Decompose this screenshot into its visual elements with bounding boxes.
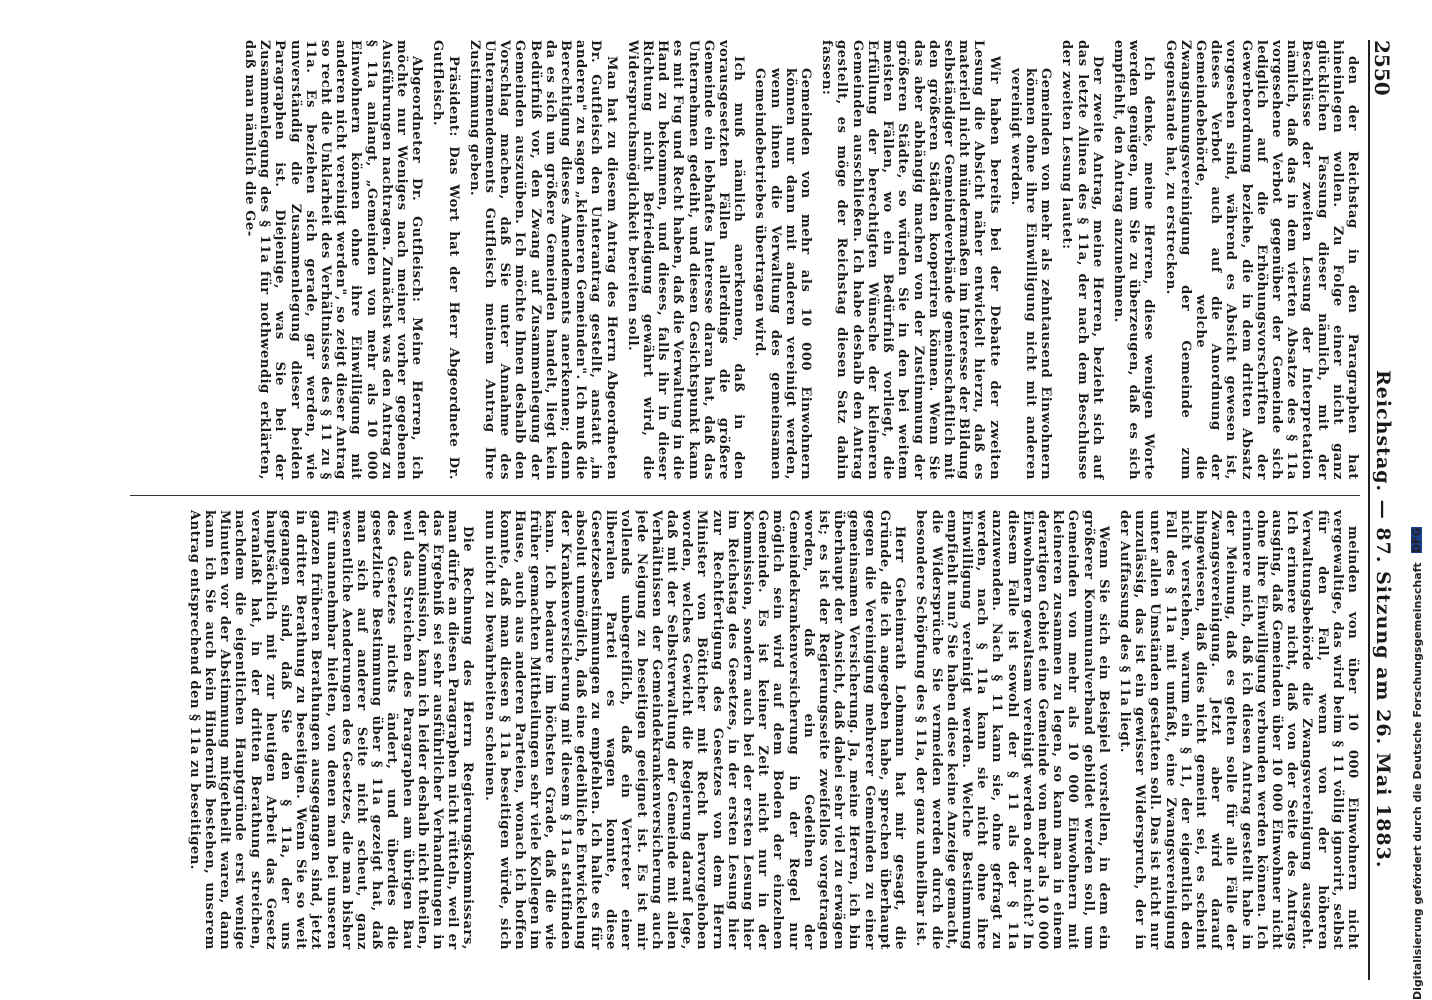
paragraph: Der zweite Antrag, meine Herren, bezieht sich auf das letzte Alinea des § 11a, der nach dem Beschlusse der zweiten Lesung lautet: bbox=[1059, 40, 1105, 480]
paragraph: Abgeordneter Dr. Gutfleisch: Meine Herren, ich möchte nur Weniges nach meiner vorher gegebenen Ausführungen nachtragen. Zunächst was den Antrag zu § 11a anlangt, „Gemeinden von mehr als 10 000 Einwohnern können ohne ihre Einwilligung mit anderen nicht vereinigt werden", so zeigt dieser Antrag so recht die Unklarheit des Verhältnisses des § 11 zu § 11a. Es beziehen sich gerade, gar werden, wie unverständig die Zusammenlegung dieser beiden Paragraphen ist. Diejenige, was Sie bei der Zusammenlegung des § 11a für nothwendig erklärten, daß man nämlich die Ge- bbox=[241, 40, 425, 480]
left-column bbox=[140, 40, 1360, 480]
rotated-page-content bbox=[100, 40, 1400, 980]
paragraph: meinden von über 10 000 Einwohnern nicht vergewaltige, das wird beim § 11 völlig ignorirt, selbst für den Fall, wenn von der höheren Verwaltungsbehörde die Zwangsvereinigung ausgeht. Ich erinnere nicht, daß von der Seite des Antrags ausging, daß Gemeinden über 10 000 Einwohner nicht ohne ihre Einwilligung verbunden werden können. Ich erinnere mich, daß ich diesen Antrag gestellt habe in der Meinung, daß es gelten solle für alle Fälle der Zwangsvereinigung. Jetzt aber wird darauf hingewiesen, daß dies nicht gemeint sei, es scheint nicht verstehen, warum ein § 11, der eigentlich den Fall des § 11a mit umfaßt, eine Zwangsvereinigung unter allen Umständen gestatten soll. Das ist nicht nur unzulässig, das ist ein gewisser Widerspruch, der in der Auffassung des § 11a liegt. bbox=[1116, 510, 1360, 950]
running-title: Reichstag. — 87. Sitzung am 26. Mai 1883. bbox=[1372, 370, 1394, 869]
paragraph: den der Reichstag in den Paragraphen hat hineinlegen wollen. Zu Folge einer nicht ganz glücklichen Fassung dieser nämlich, mit der Beschlüsse der zweiten Lesung der Interpretation nämlich, daß das in dem vierten Absatze des § 11a vorgesehene Verbot gegenüber der Gemeinde sich lediglich auf die Erhöhungsvorschriften der Gewerbeordnung beziehe, die in dem dritten Absatz vorgesehen sind, während es Absicht gewesen ist, dieses Verbot auch auf die Anordnung der Gemeindebehörde, welche die Zwangsinnungsvereinigung der Gemeinde zum Gegenstande hat, zu erstrecken. bbox=[1162, 40, 1360, 480]
paragraph: Wenn Sie sich ein Beispiel vorstellen, in dem ein größerer Kommunalverband gebildet werden soll, um Gemeinden von mehr als 10 000 Einwohnern mit kleineren zusammen zu legen, so kann man in einem derartigen Gebiet eine Gemeinde von mehr als 10 000 Einwohnern gewaltsam vereinigt werden oder nicht? In diesem Falle ist sowohl der § 11 als der § 11a anzuwenden. Nach § 11 kann sie, ohne gefragt zu werden, nach § 11a kann sie nicht ohne ihre Einwilligung vereinigt werden. Welche Bestimmung empfiehlt nun? Sie haben diese keine Anzeige gemacht, die Widersprüche Sie vermeiden werden durch die besondere Schöpfung des § 11a, der ganz unheilbar ist. bbox=[913, 510, 1111, 950]
header-rule bbox=[1368, 40, 1370, 980]
credit-text: Digitalisierung gefördert durch die Deutsche Forschungsgemeinschaft bbox=[1411, 562, 1424, 1000]
right-column bbox=[140, 510, 1360, 950]
column-divider bbox=[130, 495, 1360, 496]
quoted-paragraph: Gemeinden von mehr als zehntausend Einwohnern können ohne ihre Einwilligung nicht mit anderen vereinigt werden. bbox=[1007, 68, 1054, 480]
paragraph: Präsident: Das Wort hat der Herr Abgeordnete Dr. Gutfleisch. bbox=[430, 40, 461, 480]
paragraph: Herr Geheimrath Lohmann hat mir gesagt, die Gründe, die ich angegeben habe, sprechen überhaupt gegen die Vereinigung mehrerer Gemeinden zu einer gemeinsamen Versicherung. Ja, meine Herren, ich bin überhaupt der Ansicht, daß dabei sehr viel zu erwägen ist; es ist der Regierungsseite zweifellos vorgetragen worden, daß ein Gedeihen der Gemeindekrankenversicherung in der Regel nur möglich sein wird auf dem Boden der einzelnen Gemeinde. Es ist keiner Zeit nicht nur in der Kommission, sondern auch bei der ersten Lesung hier im Reichstag des Gesetzes, in der ersten Lesung hier zur Rechtfertigung des Gesetzes von dem Herrn Minister von Bötticher mit Recht hervorgehoben worden, welches Gewicht die Regierung darauf lege, daß mit der Selbstverwaltung der Gemeinde mit allen Verhältnissen der Gemeindekrankenversicherung auch jede Neigung zu beseitigen geeignet ist. Es ist mir vollends unbegreiflich, daß ein Vertreter einer liberalen Partei es wagen konnte, diese Gesetzesbestimmungen zu empfehlen. Ich halte es für absolut unmöglich, daß eine gedeihliche Entwickelung der Krankenversicherung mit diesem § 11a stattfinden kann. Ich bedaure im höchsten Grade, daß die wie früher gemachten Mittheilungen sehr viele Kollegen im Hause, auch aus anderen Parteien, wonach ich hoffen konnte, daß man diesen § 11a beseitigen würde, sich nun nicht zu bewahrheiten scheinen. bbox=[481, 510, 908, 950]
quoted-paragraph: Gemeinden von mehr als 10 000 Einwohnern können nur dann mit anderen vereinigt werden, wenn ihnen die Verwaltung des gemeinsamen Gemeindebetriebes übertragen wird. bbox=[752, 68, 814, 480]
digitization-credit bbox=[1406, 440, 1426, 1000]
paragraph: Ich muß nämlich anerkennen, daß in den vorausgesetzten Fällen allerdings die größere Gemeinde ein lebhaftes Interesse daran hat, daß das Unternehmen gedeiht, und diesen Gesichtspunkt kann es mit Fug und Recht haben, daß die Verwaltung in die Hand zu bekommen, und dieses, falls ihr in dieser Richtung nicht Befriedigung gewährt wird, die Widerspruchsmöglichkeit bereiten soll. bbox=[624, 40, 747, 480]
paragraph: Man hat zu diesem Antrag des Herrn Abgeordneten Dr. Gutfleisch den Unterantrag gestellt, anstatt „in anderen" zu sagen „kleineren Gemeinden". Ich muß die Berechtigung dieses Amendements anerkennen; denn da es sich um größere Gemeinden handelt, liegt kein Bedürfniß vor, den Zwang auf Zusammenlegung der Gemeinden auszuüben. Ich möchte Ihnen deshalb den Vorschlag machen, daß Sie unter Annahme des Unteramendements Gutfleisch meinem Antrag Ihre Zustimmung geben. bbox=[466, 40, 619, 480]
paragraph: Die Rechnung des Herrn Regierungskommissars, man dürfe an diesen Paragraphen nicht rütteln, weil er das Ergebniß sei sehr ausführlicher Verhandlungen in der Kommission, kann ich leider deshalb nicht theilen, weil das Streichen des Paragraphen am übrigen Bau des Gesetzes nichts ändert, und überdies die gesetzliche Bestimmung über § 11a gezeigt hat, daß man sich auf anderer Seite nicht scheut, ganz wesentliche Aenderungen des Gesetzes, die man bisher für unannehmbar hielten, von denen man bei unseren ganzen früheren Berathungen ausgegangen sind, jetzt in dritter Berathung zu beseitigen. Wenn Sie so weit gegangen sind, daß Sie den § 11a, der uns hauptsächlich mit zur heutigen Arbeit das Gesetz veranlaßt hat, in der dritten Berathung streichen, nachdem die eigentlichen Hauptgründe erst wenige Minuten vor der Abstimmung mitgetheilt waren, dann kann ich Sie auch kein Hinderniß bestehen, unserem Antrag entsprechend den § 11a zu beseitigen. bbox=[186, 510, 476, 950]
page-number: 2550 bbox=[1370, 40, 1394, 96]
dfg-logo: DFG bbox=[1410, 527, 1423, 554]
page-header bbox=[1372, 40, 1394, 980]
paragraph: Wir haben bereits bei der Debatte der zweiten Lesung die Absicht näher entwickelt hierzu, daß es materiell nicht mündermaßen im Interesse der Bildung selbständiger Gemeindeverbände gemeinschaftlich mit den größeren Städten kooperiren können. Wenn Sie das aber abhängig machen von der Zustimmung der größeren Städte, so würden Sie in den bei weitem meisten Fällen, wo ein Bedürfniß vorliegt, die Erfüllung der berechtigten Wünsche der kleineren Gemeinden ausschließen. Ich habe deshalb den Antrag gestellt, es möge der Reichstag diesen Satz dahin fassen: bbox=[819, 40, 1002, 480]
paragraph: Ich denke, meine Herren, diese wenigen Worte werden genügen, um Sie zu überzeugen, daß es sich empfiehlt, den Antrag anzunehmen. bbox=[1110, 40, 1157, 480]
